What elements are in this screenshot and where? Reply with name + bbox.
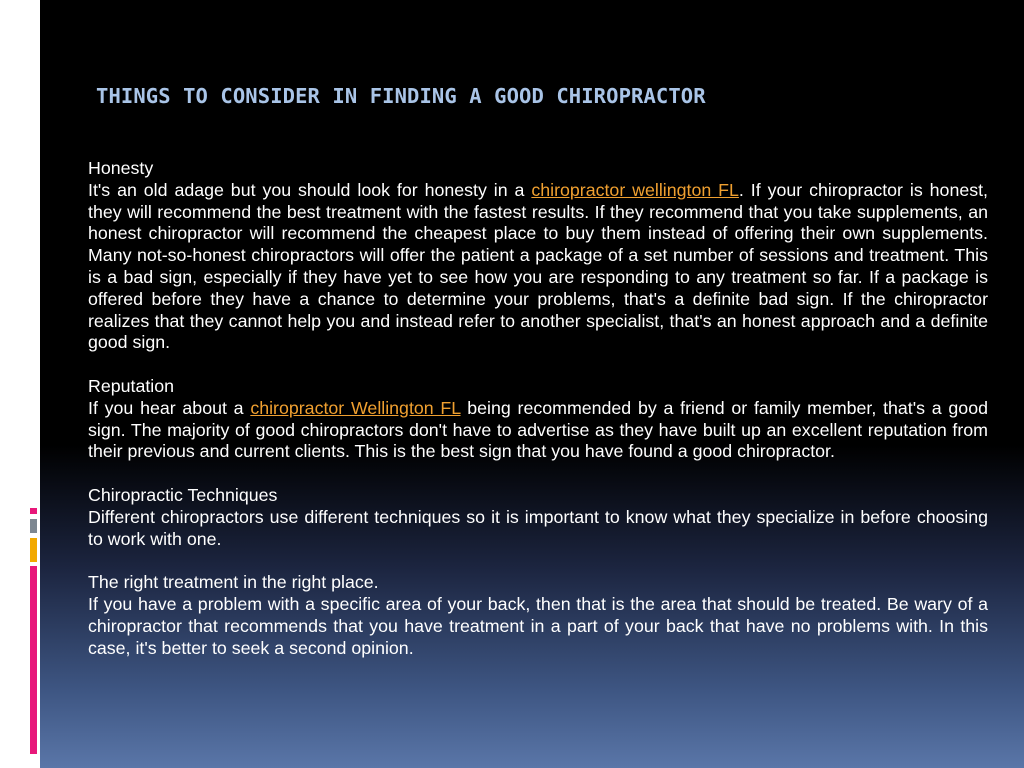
slide-content bbox=[88, 158, 988, 681]
body-text: If you hear about a bbox=[88, 397, 251, 418]
section-body bbox=[88, 180, 988, 354]
accent-bar-pink-small bbox=[30, 508, 37, 514]
section-body: Different chiropractors use different techniques so it is important to know what they specialize in before choosing to work with one. bbox=[88, 506, 988, 549]
section-heading: The right treatment in the right place. bbox=[88, 572, 379, 593]
chiropractor-wellington-link[interactable]: chiropractor wellington FL bbox=[531, 179, 739, 200]
slide-title: THINGS TO CONSIDER IN FINDING A GOOD CHIROPRACTOR bbox=[96, 84, 706, 108]
section-heading: Honesty bbox=[88, 158, 154, 178]
section-body: If you have a problem with a specific area of your back, then that is the area that should be treated. Be wary of a chiropractor that recommends that you have treatment in a part of your back that have no problems with. In this case, it's better to seek a second opinion. bbox=[88, 593, 988, 658]
chiropractor-wellington-link[interactable]: chiropractor Wellington FL bbox=[250, 397, 461, 418]
accent-bar-pink-tall bbox=[30, 566, 37, 754]
accent-bar-yellow bbox=[30, 538, 37, 562]
section-techniques bbox=[88, 485, 988, 550]
section-honesty bbox=[88, 158, 988, 354]
section-reputation bbox=[88, 376, 988, 463]
body-text: being recommended by a friend or family member, that's a good sign. The majority of good chiropractors don't have to advertise as they have built up an excellent reputation from their previous and current clients. This is the best sign that you have found a good chiropractor. bbox=[88, 397, 988, 462]
section-right-treatment bbox=[88, 572, 988, 659]
section-heading: Chiropractic Techniques bbox=[88, 484, 278, 505]
section-heading: Reputation bbox=[88, 375, 175, 396]
accent-bar-gray bbox=[30, 519, 37, 533]
body-text: . If your chiropractor is honest, they will recommend the best treatment with the fastest results. If they recommend that you take supplements, an honest chiropractor will recommend the cheapest place to buy them instead of offering their own supplements. Many not-so-honest chiropractors will offer the patient a package of a set number of sessions and treatment. This is a bad sign, especially if they have yet to see how you are responding to any treatment so far. If a package is offered before they have a chance to determine your problems, that's a definite bad sign. If the chiropractor realizes that they cannot help you and instead refer to another specialist, that's an honest approach and a definite good sign. bbox=[88, 179, 988, 353]
section-body bbox=[88, 398, 988, 463]
body-text: It's an old adage but you should look for honesty in a bbox=[88, 179, 532, 200]
